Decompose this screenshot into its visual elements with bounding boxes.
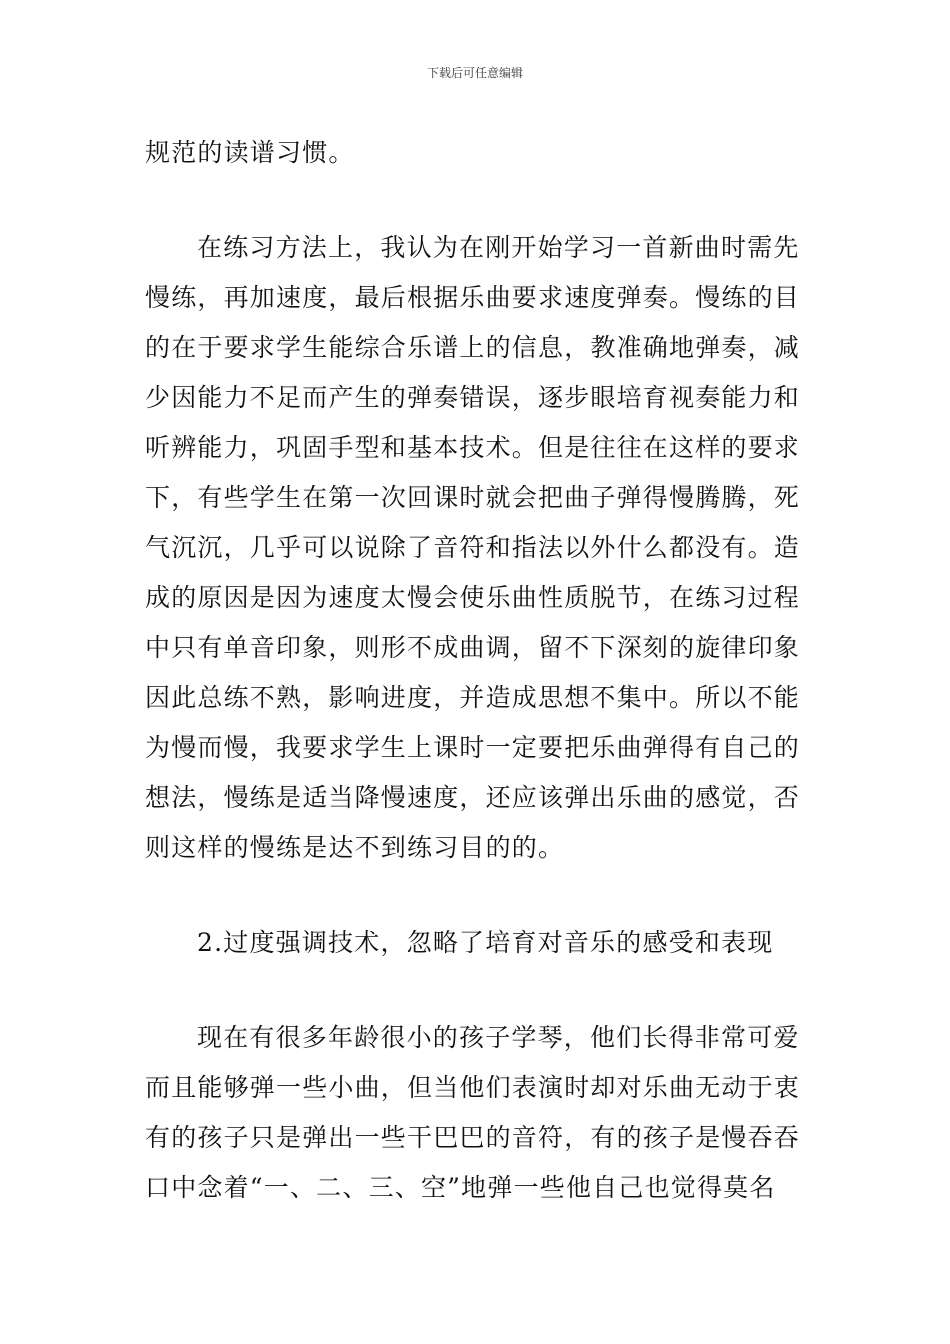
paragraph-line: 中只有单音印象，则形不成曲调，留不下深刻的旋律印象	[145, 633, 801, 662]
paragraph-line: 的在于要求学生能综合乐谱上的信息，教准确地弹奏，减	[145, 333, 801, 362]
paragraph-line: 气沉沉，几乎可以说除了音符和指法以外什么都没有。造	[145, 533, 801, 562]
page-header: 下载后可任意编辑	[426, 66, 523, 80]
paragraph-line: 听辨能力，巩固手型和基本技术。但是往往在这样的要求	[145, 433, 801, 462]
paragraph-line: 为慢而慢，我要求学生上课时一定要把乐曲弹得有自己的	[145, 733, 801, 762]
paragraph-line: 而且能够弹一些小曲，但当他们表演时却对乐曲无动于衷	[145, 1073, 801, 1102]
section-heading: 2.过度强调技术，忽略了培育对音乐的感受和表现	[197, 928, 774, 957]
paragraph-line: 成的原因是因为速度太慢会使乐曲性质脱节，在练习过程	[145, 583, 801, 612]
paragraph-line: 因此总练不熟，影响进度，并造成思想不集中。所以不能	[145, 683, 801, 712]
paragraph-line: 少因能力不足而产生的弹奏错误，逐步眼培育视奏能力和	[145, 383, 801, 412]
paragraph-line: 在练习方法上，我认为在刚开始学习一首新曲时需先	[197, 233, 800, 262]
paragraph-line: 下，有些学生在第一次回课时就会把曲子弹得慢腾腾，死	[145, 483, 801, 512]
paragraph-line: 则这样的慢练是达不到练习目的的。	[145, 833, 565, 862]
paragraph-line: 现在有很多年龄很小的孩子学琴，他们长得非常可爱	[197, 1023, 800, 1052]
paragraph-line: 想法，慢练是适当降慢速度，还应该弹出乐曲的感觉，否	[145, 783, 801, 812]
paragraph-line: 有的孩子只是弹出一些干巴巴的音符，有的孩子是慢吞吞	[145, 1123, 801, 1152]
paragraph-line: 规范的读谱习惯。	[145, 138, 355, 167]
paragraph-line: 口中念着“一、二、三、空”地弹一些他自己也觉得莫名	[145, 1173, 776, 1202]
paragraph-line: 慢练，再加速度，最后根据乐曲要求速度弹奏。慢练的目	[145, 283, 801, 312]
